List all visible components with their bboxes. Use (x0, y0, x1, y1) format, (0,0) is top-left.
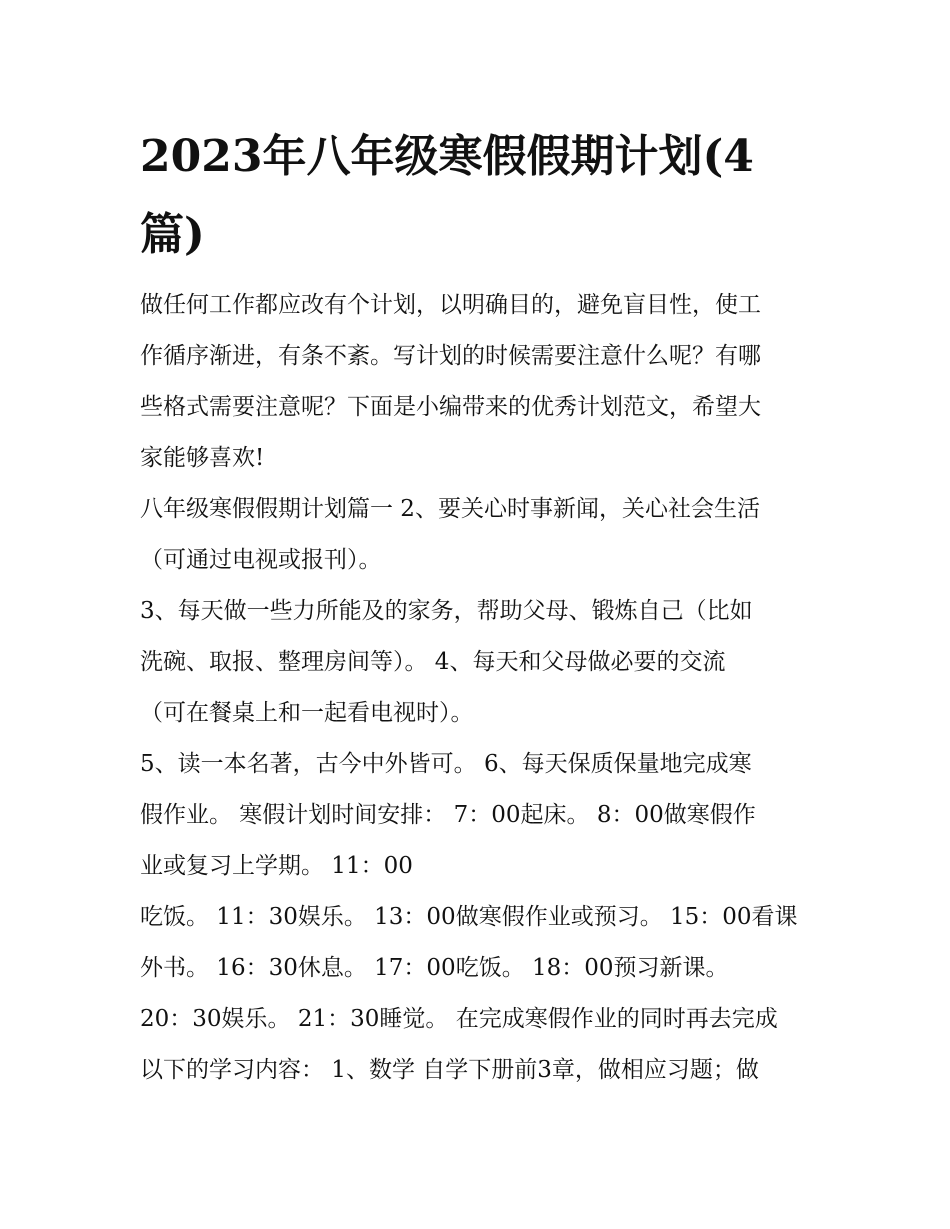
text-line: （可在餐桌上和一起看电视时）。 (140, 700, 474, 726)
text-line: 以下的学习内容： 1、数学 自学下册前3章，做相应习题；做 (140, 1057, 759, 1083)
text-line: 八年级寒假假期计划篇一 2、要关心时事新闻，关心社会生活 (140, 496, 760, 522)
text-line: 20：30娱乐。 21：30睡觉。 在完成寒假作业的同时再去完成 (140, 1006, 778, 1032)
text-line: 做任何工作都应改有个计划，以明确目的，避免盲目性，使工 (140, 292, 761, 318)
text-line: 家能够喜欢! (140, 445, 265, 471)
paragraph-plan-item-3 (140, 586, 820, 739)
text-line: （可通过电视或报刊）。 (140, 547, 382, 573)
document-title (140, 118, 820, 274)
text-line: 吃饭。 11：30娱乐。 13：00做寒假作业或预习。 15：00看课 (140, 904, 798, 930)
text-line: 假作业。 寒假计划时间安排： 7：00起床。 8：00做寒假作 (140, 802, 756, 828)
paragraph-intro (140, 280, 820, 484)
paragraph-plan-item-2 (140, 484, 820, 586)
paragraph-study-content (140, 994, 820, 1096)
text-line: 业或复习上学期。 11：00 (140, 853, 413, 879)
text-line: 作循序渐进，有条不紊。写计划的时候需要注意什么呢？有哪 (140, 343, 761, 369)
document-body (140, 280, 820, 1096)
title-line: 篇) (140, 209, 205, 260)
paragraph-plan-item-5 (140, 739, 820, 892)
title-line: 2023年八年级寒假假期计划(4 (140, 131, 754, 182)
text-line: 5、读一本名著，古今中外皆可。 6、每天保质保量地完成寒 (140, 751, 752, 777)
text-line: 些格式需要注意呢？下面是小编带来的优秀计划范文，希望大 (140, 394, 761, 420)
text-line: 洗碗、取报、整理房间等）。 4、每天和父母做必要的交流 (140, 649, 726, 675)
paragraph-schedule (140, 892, 820, 994)
text-line: 外书。 16：30休息。 17：00吃饭。 18：00预习新课。 (140, 955, 729, 981)
text-line: 3、每天做一些力所能及的家务，帮助父母、锻炼自己（比如 (140, 598, 753, 624)
